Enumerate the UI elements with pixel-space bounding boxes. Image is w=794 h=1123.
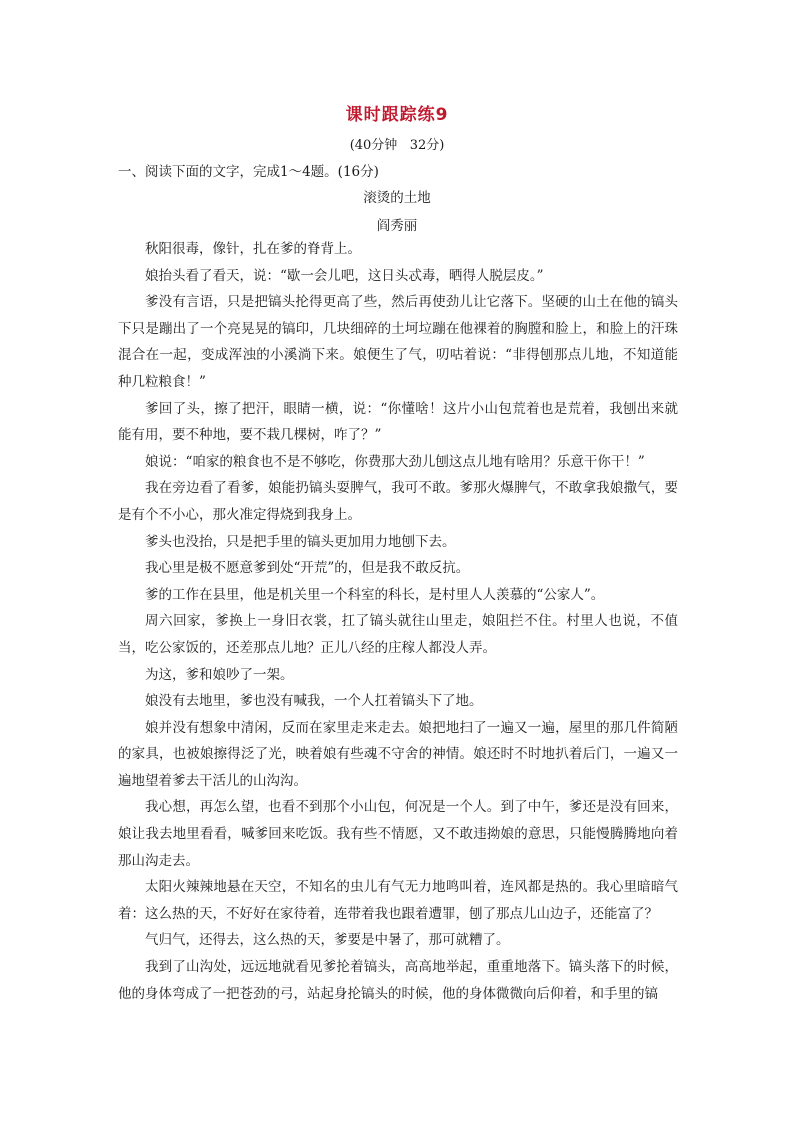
story-title: 滚烫的土地 bbox=[363, 190, 431, 206]
paragraph-14: 我心想，再怎么望，也看不到那个小山包，何况是一个人。到了中午，爹还是没有回来，娘让我去地里看看，喊爹回来吃饭。我有些不情愿，又不敢违拗娘的意思，只能慢腾腾地向着那山沟走去。 bbox=[118, 799, 678, 869]
story-body bbox=[118, 236, 678, 1007]
paragraph-8: 我心里是极不愿意爹到处“开荒”的，但是我不敢反抗。 bbox=[145, 560, 470, 577]
paragraph-5: 娘说：“咱家的粮食也不是不够吃，你费那大劲儿刨这点儿地有啥用？乐意干你干！” bbox=[145, 453, 645, 470]
paragraph-15: 太阳火辣辣地悬在天空，不知名的虫儿有气无力地鸣叫着，连风都是热的。我心里暗暗气着：这么热的天，不好好在家待着，连带着我也跟着遭罪，刨了那点儿山边子，还能富了？ bbox=[118, 879, 678, 922]
paragraph-16: 气归气，还得去，这么热的天，爹要是中暑了，那可就糟了。 bbox=[145, 932, 510, 949]
paragraph-10: 周六回家，爹换上一身旧衣裳，扛了镐头就往山里走，娘阻拦不住。村里人也说，不值当，吃公家饭的，还差那点儿地？正儿八经的庄稼人都没人弄。 bbox=[118, 613, 678, 656]
paragraph-3: 爹没有言语，只是把镐头抡得更高了些，然后再使劲儿让它落下。坚硬的山土在他的镐头下只是蹦出了一个亮晃晃的镐印，几块细碎的土坷垃蹦在他裸着的胸膛和脸上，和脸上的汗珠混合在一起，变成浑浊的小溪淌下来。娘便生了气，叨咕着说：“非得刨那点儿地，不知道能种几粒粮食！” bbox=[118, 294, 678, 390]
section-heading: 一、阅读下面的文字，完成1～4题。(16分) bbox=[118, 164, 379, 180]
story-author: 阎秀丽 bbox=[376, 218, 418, 234]
paragraph-6: 我在旁边看了看爹，娘能扔镐头耍脾气，我可不敢。爹那火爆脾气，不敢拿我娘撒气，要是有个不小心，那火准定得烧到我身上。 bbox=[118, 480, 678, 523]
paragraph-13: 娘并没有想象中清闲，反而在家里走来走去。娘把地扫了一遍又一遍，屋里的那几件简陋的家具，也被娘擦得泛了光，映着娘有些魂不守舍的神情。娘还时不时地扒着后门，一遍又一遍地望着爹去干活儿的山沟沟。 bbox=[118, 719, 678, 789]
paragraph-9: 爹的工作在县里，他是机关里一个科室的科长，是村里人人羡慕的“公家人”。 bbox=[145, 586, 605, 603]
time-score-info: (40分钟 32分) bbox=[349, 138, 445, 153]
paragraph-2: 娘抬头看了看天，说：“歇一会儿吧，这日头忒毒，晒得人脱层皮。” bbox=[145, 267, 544, 284]
page-title: 课时跟踪练9 bbox=[345, 105, 449, 125]
paragraph-11: 为这，爹和娘吵了一架。 bbox=[145, 666, 294, 683]
paragraph-4: 爹回了头，擦了把汗，眼睛一横，说：“你懂啥！这片小山包荒着也是荒着，我刨出来就能有用，要不种地，要不栽几棵树，咋了？” bbox=[118, 400, 678, 444]
paragraph-12: 娘没有去地里，爹也没有喊我，一个人扛着镐头下了地。 bbox=[145, 693, 483, 710]
paragraph-17: 我到了山沟处，远远地就看见爹抡着镐头，高高地举起，重重地落下。镐头落下的时候，他的身体弯成了一把苍劲的弓，站起身抡镐头的时候，他的身体微微向后仰着，和手里的镐 bbox=[118, 959, 678, 1002]
paragraph-1: 秋阳很毒，像针，扎在爹的脊背上。 bbox=[145, 241, 361, 257]
paragraph-7: 爹头也没抬，只是把手里的镐头更加用力地刨下去。 bbox=[145, 533, 456, 550]
